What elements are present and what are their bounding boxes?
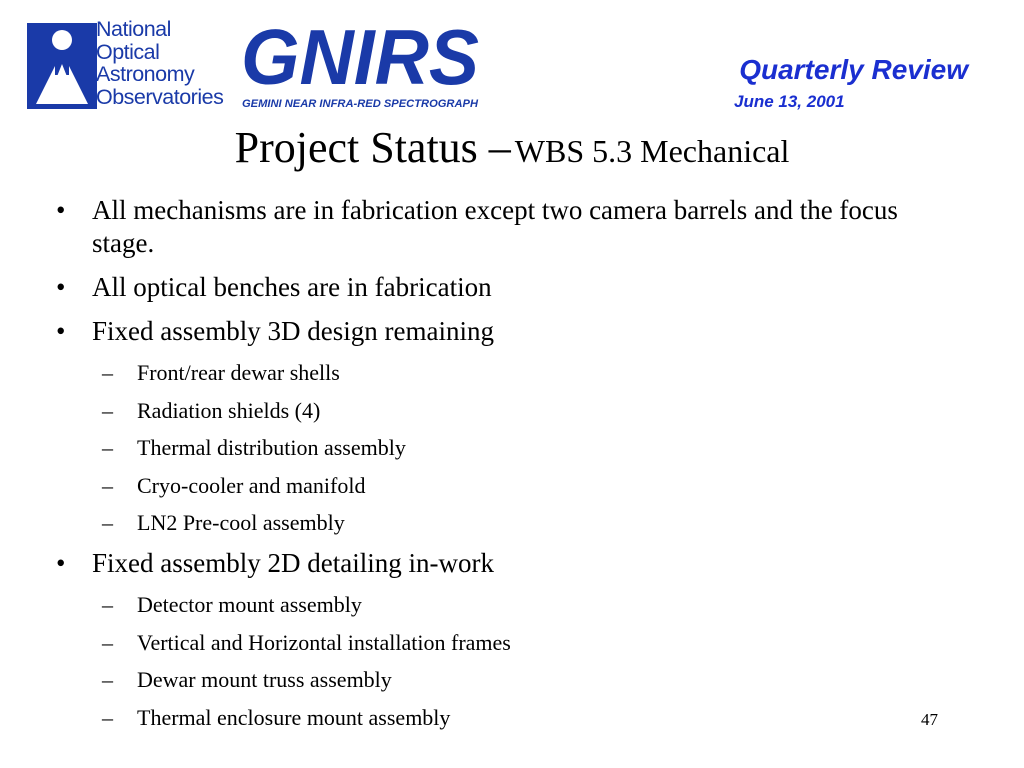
bullet-dot-icon: • <box>56 547 66 578</box>
bullet-item <box>56 315 956 348</box>
sub-bullet-item <box>56 359 956 386</box>
sub-bullet-text: Radiation shields (4) <box>137 397 321 423</box>
review-date: June 13, 2001 <box>734 92 845 111</box>
dash-icon: – <box>102 472 113 498</box>
sub-bullet-text: Front/rear dewar shells <box>137 360 340 385</box>
bullet-text: All mechanisms are in fabrication except two camera barrels and the focus stage. <box>92 195 898 258</box>
noao-logo-icon <box>26 22 98 110</box>
sub-bullet-item <box>56 472 956 499</box>
title-main: Project Status – <box>234 123 511 172</box>
dash-icon: – <box>102 435 113 461</box>
slide-title <box>0 122 1024 173</box>
bullet-dot-icon: • <box>56 195 66 225</box>
sub-bullet-text: LN2 Pre-cool assembly <box>137 510 345 536</box>
noao-line-observatories: Observatories <box>96 84 224 109</box>
bullet-item <box>56 271 956 304</box>
sub-bullet-item <box>56 666 956 693</box>
bullet-list <box>56 194 956 741</box>
sub-bullet-text: Vertical and Horizontal installation frames <box>137 629 511 655</box>
sub-bullet-text: Dewar mount truss assembly <box>137 667 392 693</box>
sub-bullet-text: Detector mount assembly <box>137 591 362 617</box>
bullet-item <box>56 547 956 580</box>
bullet-dot-icon: • <box>56 272 66 302</box>
gnirs-logo <box>235 18 485 114</box>
bullet-text: Fixed assembly 2D detailing in-work <box>92 547 494 578</box>
review-title: Quarterly Review <box>739 54 968 85</box>
title-sub: WBS 5.3 Mechanical <box>514 133 790 169</box>
gnirs-tagline: GEMINI NEAR INFRA-RED SPECTROGRAPH <box>242 98 480 110</box>
noao-line-optical: Optical <box>96 39 160 64</box>
noao-line-national: National <box>96 17 171 41</box>
sub-bullet-text: Cryo-cooler and manifold <box>137 472 366 498</box>
dash-icon: – <box>102 667 113 693</box>
dash-icon: – <box>102 629 113 655</box>
sub-bullet-text: Thermal enclosure mount assembly <box>137 704 451 730</box>
dash-icon: – <box>102 397 113 423</box>
noao-line-astronomy: Astronomy <box>96 62 195 86</box>
bullet-text: All optical benches are in fabrication <box>92 272 492 302</box>
dash-icon: – <box>102 591 113 617</box>
noao-wordmark <box>96 18 223 108</box>
sub-bullet-item <box>56 704 956 731</box>
bullet-text: Fixed assembly 3D design remaining <box>92 316 494 346</box>
sub-bullet-item <box>56 509 956 536</box>
sub-bullet-item <box>56 591 956 618</box>
dash-icon: – <box>102 704 113 730</box>
sub-bullet-item <box>56 434 956 461</box>
gnirs-wordmark: GNIRS <box>241 18 479 101</box>
bullet-item <box>56 194 956 260</box>
dash-icon: – <box>102 510 113 536</box>
dash-icon: – <box>102 360 113 385</box>
page-number: 47 <box>921 710 938 729</box>
sub-bullet-text: Thermal distribution assembly <box>137 435 406 461</box>
sub-bullet-item <box>56 397 956 424</box>
sub-bullet-item <box>56 629 956 656</box>
bullet-dot-icon: • <box>56 316 66 346</box>
